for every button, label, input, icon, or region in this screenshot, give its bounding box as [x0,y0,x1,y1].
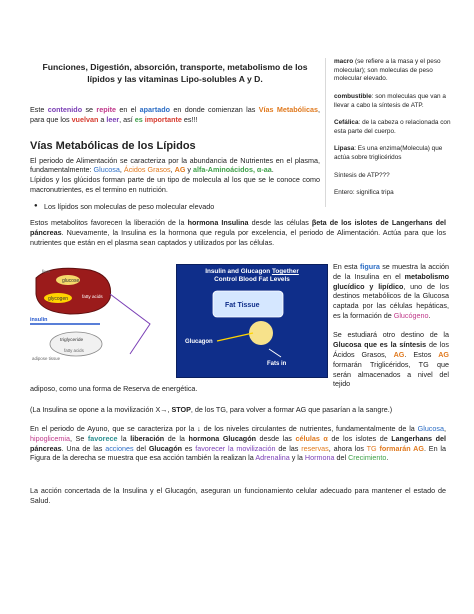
glucagon-diagram [177,283,327,373]
fats-in-label: Fats in [267,361,287,368]
fatty-acids-label-2: fatty acids [64,348,84,353]
sidebar-notes [325,58,455,207]
insulin-label: insulin [30,317,48,323]
document-title: Funciones, Digestión, absorción, transporte, metabolismo de los lípidos y las vitaminas Lipo-solubles A y D. [42,62,308,84]
fats-arrow [269,349,281,357]
glucose-label: glucose [62,278,80,284]
paragraph-conclusion: La acción concertada de la Insulina y el Glucagón, aseguran un funcionamiento celular adecuado para mantener el estado de Salud. [30,486,446,505]
paragraph-adiposo: adiposo, como una forma de Reserva de energética. [30,384,198,393]
section-heading: Vías Metabólicas de los Lípidos [30,139,196,152]
liver-shape [36,268,111,314]
paragraph-alimentacion: El periodo de Alimentación se caracteriza por la abundancia de Nutrientes en el plasma, fundamentalmente: Glucosa, Ácidos Grasos, AG y alfa-Aminoácidos, α-aa. [30,155,320,175]
paragraph-insulina: Estos metabolitos favorecen la liberación de la hormona Insulina desde las células βeta de los islotes de Langerhans del páncreas. Nuevamente, la Insulina es la hormona que regula por excelencia, el periodo de Alimentación. Actúa para que los nutrientes que están en el plasma sean captados y utilizados por las células. [30,218,446,247]
note-cefalica: Cefálica: de la cabeza o relacionada con esta parte del cuerpo. [334,119,451,135]
fatty-acids-label: fatty acids [82,294,103,299]
insulin-metabolism-figure [30,264,168,364]
note-lipasa: Lipasa: Es una enzima(Molecula) que actúa sobre triglicéridos [334,145,443,162]
paragraph-stop: (La Insulina se opone a la movilización X→, STOP, de los TG, para volver a formar AG que pasarían a la sangre.) [30,405,393,414]
main-column [30,58,320,212]
fat-tissue-label: Fat Tissue [225,302,260,310]
glucagon-arrow [217,333,253,341]
triglyceride-label: triglyceride [60,338,84,343]
adipose-label: adipose tissue [32,356,61,361]
insulin-glucagon-figure [176,264,328,378]
figure-description: En esta figura se muestra la acción de la Insulina en el metabolismo glucídico y lipídico, uno de los destinos metabólicos de la Glucosa captada por las células hepáticas, es la formación de Glucógeno. Se estudiará otro destino de la Glucosa que es la síntesis de los Ácidos Grasos, AG. Estos AG formarán Triglicéridos, TG que serán almacenados a nivel del tejido [333,262,450,389]
note-combustible: combustible: son moleculas que van a llevar a cabo la síntesis de ATP. [334,92,446,109]
note-entero: Entero: significa tripa [334,189,394,197]
paragraph-ayuno: En el periodo de Ayuno, que se caracteriza por la ↓ de los niveles circulantes de nutrientes, fundamentalmente de la Glucosa, hipoglicemia, Se favorece la liberación de la hormona Glucagón desde las células α de los islotes de Langerhans del páncreas. Una de las acciones del Glucagón es favorecer la movilización de las reservas, ahora los TG formarán AG. En la Figura de la derecha se muestra que esa acción también la realizan la Adrenalina y la Hormona del Crecimiento. [30,424,446,463]
glycogen-label: glycogen [48,296,69,302]
bullet-lipidos: ● Los lípidos son moleculas de peso molecular elevado [30,202,320,212]
glucagon-label: Glucagon [185,339,213,346]
note-macro: macro (se refiere a la masa y el peso molecular); son moleculas de peso molecular elevado. [334,58,441,83]
note-atp: Síntesis de ATP??? [334,171,390,179]
figure-title: Insulin and Glucagon Together Control Blood Fat Levels [205,268,299,283]
liver-label: liver [42,269,51,274]
intro-paragraph: Este contenido se repite en el apartado en donde comienzan las Vías Metabólicas, para que los vuelvan a leer, así es importante es!!! [30,105,320,124]
pathway-arrow [110,294,150,354]
paragraph-macronutrientes: Lípidos y los glúcidos forman parte de un tipo de molecula al los que se le conoce como macronutrientes, es el termino en nutrición. [30,175,320,195]
insulin-diagram [30,264,168,364]
